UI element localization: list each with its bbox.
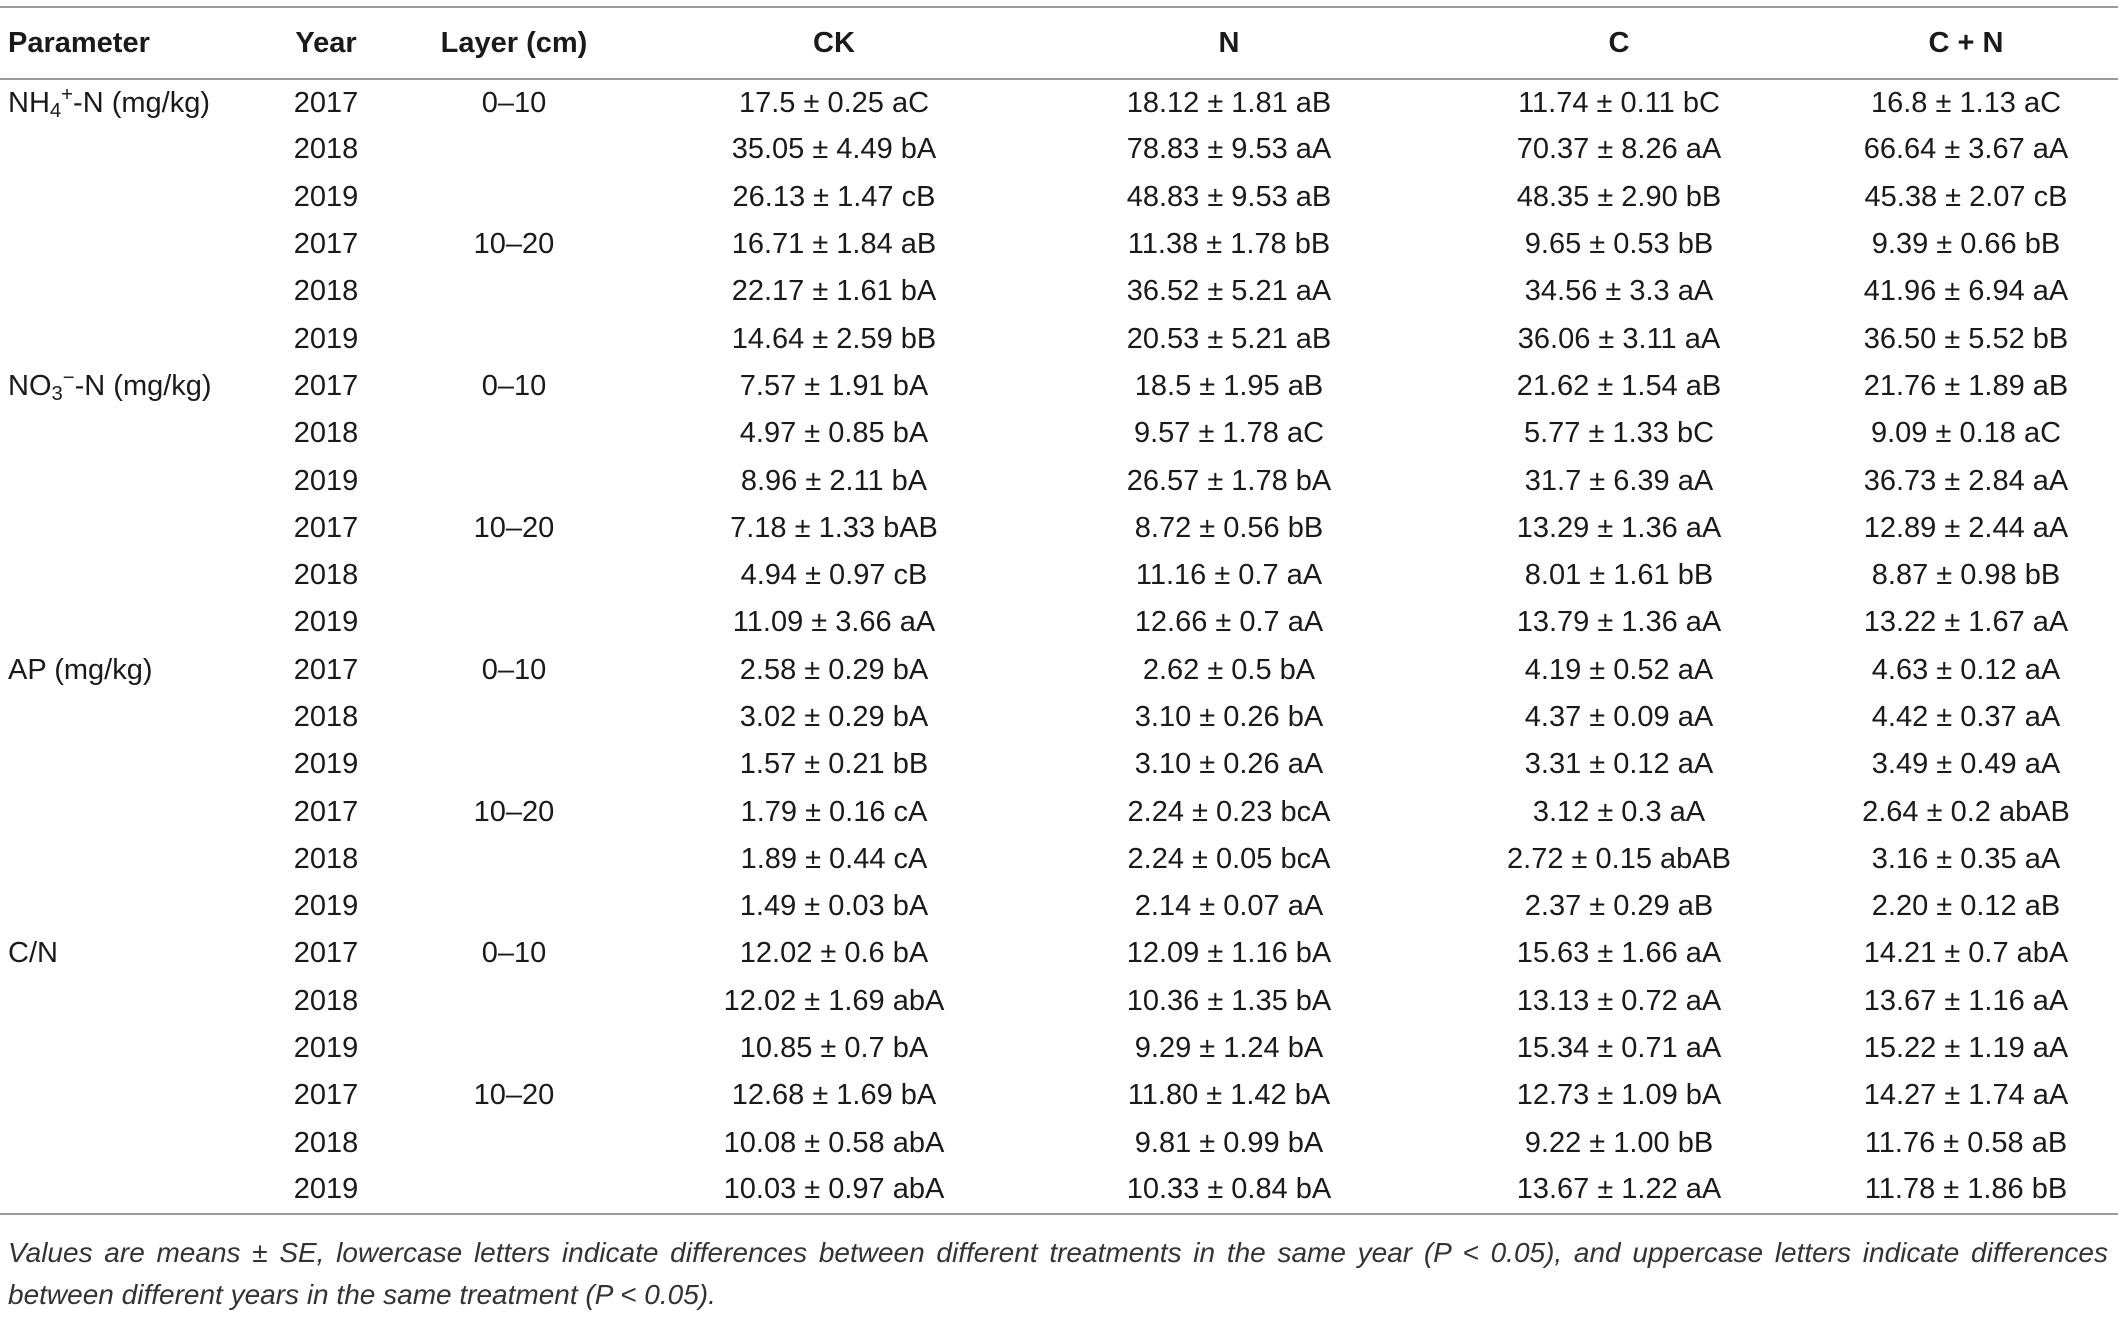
cell-param-empty	[0, 1167, 258, 1214]
cell-n: 2.24 ± 0.23 bcA	[1127, 795, 1331, 828]
cell-layer	[394, 174, 634, 221]
cell-c: 36.06 ± 3.11 aA	[1517, 322, 1721, 355]
cell-n: 78.83 ± 9.53 aA	[1126, 133, 1332, 166]
cell-year: 2018	[293, 984, 359, 1017]
cell-cn: 13.22 ± 1.67 aA	[1863, 606, 2069, 639]
cell-n: 10.33 ± 0.84 bA	[1126, 1173, 1332, 1206]
table-body	[0, 79, 2118, 1214]
cell-layer	[394, 126, 634, 173]
header-c: C	[1608, 26, 1630, 59]
cell-ck: 10.85 ± 0.7 bA	[739, 1032, 929, 1065]
cell-layer: 0–10	[481, 369, 547, 402]
cell-param-empty	[0, 1025, 258, 1072]
header-c-plus-n: C + N	[1928, 26, 2004, 59]
cell-cn: 11.76 ± 0.58 aB	[1864, 1126, 2068, 1159]
table-row	[0, 126, 2118, 173]
cell-n: 36.52 ± 5.21 aA	[1126, 275, 1332, 308]
cell-param-empty	[0, 410, 258, 457]
cell-ck: 26.13 ± 1.47 cB	[732, 180, 936, 213]
cell-year: 2019	[293, 1173, 359, 1206]
cell-c: 13.79 ± 1.36 aA	[1516, 606, 1722, 639]
cell-n: 12.09 ± 1.16 bA	[1126, 937, 1332, 970]
cell-param-empty	[0, 788, 258, 835]
cell-c: 11.74 ± 0.11 bC	[1518, 86, 1720, 119]
cell-c: 15.34 ± 0.71 aA	[1516, 1032, 1722, 1065]
cell-ck: 7.57 ± 1.91 bA	[739, 369, 929, 402]
cell-c: 9.22 ± 1.00 bB	[1524, 1126, 1714, 1159]
cell-c: 12.73 ± 1.09 bA	[1516, 1079, 1722, 1112]
cell-layer	[394, 268, 634, 315]
cell-param-empty	[0, 694, 258, 741]
cell-ck: 14.64 ± 2.59 bB	[731, 322, 937, 355]
cell-year: 2017	[293, 228, 359, 261]
table-row	[0, 363, 2118, 410]
cell-year: 2018	[293, 133, 359, 166]
cell-c: 13.29 ± 1.36 aA	[1516, 511, 1722, 544]
cell-ck: 10.03 ± 0.97 abA	[723, 1173, 945, 1206]
cell-cn: 9.39 ± 0.66 bB	[1871, 228, 2061, 261]
cell-layer	[394, 599, 634, 646]
cell-n: 9.29 ± 1.24 bA	[1134, 1032, 1324, 1065]
cell-year: 2017	[293, 86, 359, 119]
cell-cn: 3.16 ± 0.35 aA	[1871, 842, 2061, 875]
cell-ck: 11.09 ± 3.66 aA	[732, 606, 936, 639]
cell-n: 18.5 ± 1.95 aB	[1134, 369, 1324, 402]
cell-layer	[394, 1025, 634, 1072]
cell-ck: 16.71 ± 1.84 aB	[731, 228, 937, 261]
table-row	[0, 647, 2118, 694]
cell-layer: 0–10	[481, 86, 547, 119]
cell-cn: 36.73 ± 2.84 aA	[1863, 464, 2069, 497]
cell-param-empty	[0, 505, 258, 552]
cell-year: 2018	[293, 559, 359, 592]
table-row	[0, 174, 2118, 221]
table-row	[0, 505, 2118, 552]
cell-n: 18.12 ± 1.81 aB	[1126, 86, 1332, 119]
cell-n: 12.66 ± 0.7 aA	[1134, 606, 1324, 639]
table-header	[0, 7, 2118, 79]
cell-layer	[394, 1167, 634, 1214]
table-row	[0, 457, 2118, 504]
table-row	[0, 315, 2118, 362]
cell-layer: 0–10	[481, 937, 547, 970]
cell-cn: 2.64 ± 0.2 abAB	[1862, 795, 2070, 828]
cell-n: 9.57 ± 1.78 aC	[1133, 417, 1325, 450]
table-row	[0, 410, 2118, 457]
cell-param-empty	[0, 552, 258, 599]
cell-cn: 8.87 ± 0.98 bB	[1871, 559, 2061, 592]
cell-ck: 1.79 ± 0.16 cA	[740, 795, 928, 828]
cell-cn: 41.96 ± 6.94 aA	[1863, 275, 2069, 308]
table-row	[0, 930, 2118, 977]
header-layer: Layer (cm)	[440, 26, 588, 59]
cell-layer: 10–20	[473, 228, 555, 261]
table-row	[0, 268, 2118, 315]
cell-layer	[394, 315, 634, 362]
cell-n: 26.57 ± 1.78 bA	[1126, 464, 1332, 497]
cell-param-empty	[0, 315, 258, 362]
cell-year: 2017	[293, 1079, 359, 1112]
cell-ck: 4.94 ± 0.97 cB	[740, 559, 928, 592]
cell-n: 10.36 ± 1.35 bA	[1126, 984, 1332, 1017]
cell-year: 2019	[293, 748, 359, 781]
cell-c: 31.7 ± 6.39 aA	[1524, 464, 1714, 497]
cell-c: 48.35 ± 2.90 bB	[1516, 180, 1722, 213]
cell-c: 15.63 ± 1.66 aA	[1516, 937, 1722, 970]
cell-c: 21.62 ± 1.54 aB	[1516, 369, 1722, 402]
cell-cn: 2.20 ± 0.12 aB	[1871, 890, 2061, 923]
cell-year: 2019	[293, 322, 359, 355]
cell-year: 2018	[293, 842, 359, 875]
cell-ck: 22.17 ± 1.61 bA	[731, 275, 937, 308]
cell-year: 2019	[293, 464, 359, 497]
header-n: N	[1218, 26, 1240, 59]
cell-c: 13.67 ± 1.22 aA	[1516, 1173, 1722, 1206]
cell-layer: 0–10	[481, 653, 547, 686]
table-row	[0, 978, 2118, 1025]
cell-n: 48.83 ± 9.53 aB	[1126, 180, 1332, 213]
cell-n: 3.10 ± 0.26 bA	[1134, 701, 1324, 733]
cell-ck: 1.57 ± 0.21 bB	[739, 748, 929, 781]
cell-ck: 35.05 ± 4.49 bA	[731, 133, 937, 166]
header-year: Year	[295, 26, 357, 59]
header-row	[0, 7, 2118, 79]
cell-param-empty	[0, 1120, 258, 1167]
cell-year: 2017	[293, 937, 359, 970]
table-row	[0, 883, 2118, 930]
cell-ck: 4.97 ± 0.85 bA	[739, 417, 929, 450]
param-nh4-label: $NH_4^+-N$ (mg/kg)	[8, 83, 210, 122]
cell-ck: 10.08 ± 0.58 abA	[723, 1126, 945, 1159]
cell-year: 2018	[293, 701, 359, 733]
cell-param-empty	[0, 883, 258, 930]
cell-year: 2019	[293, 890, 359, 923]
cell-n: 3.10 ± 0.26 aA	[1134, 748, 1324, 781]
cell-c: 2.37 ± 0.29 aB	[1524, 890, 1714, 923]
table-row	[0, 1167, 2118, 1214]
cell-cn: 4.42 ± 0.37 aA	[1871, 701, 2061, 733]
table-row	[0, 788, 2118, 835]
cell-ck: 12.68 ± 1.69 bA	[731, 1079, 937, 1112]
header-parameter: Parameter	[8, 26, 150, 59]
cell-year: 2019	[293, 180, 359, 213]
table-row	[0, 599, 2118, 646]
cell-year: 2018	[293, 417, 359, 450]
cell-year: 2017	[293, 369, 359, 402]
cell-n: 11.80 ± 1.42 bA	[1127, 1079, 1331, 1112]
cell-ck: 2.58 ± 0.29 bA	[739, 653, 929, 686]
cell-ck: 3.02 ± 0.29 bA	[739, 701, 929, 733]
param-cn-label: C/N	[8, 937, 58, 970]
cell-c: 13.13 ± 0.72 aA	[1516, 984, 1722, 1017]
cell-cn: 11.78 ± 1.86 bB	[1864, 1173, 2068, 1206]
cell-param-empty	[0, 741, 258, 788]
param-no3-label: $NO_3^--N$ (mg/kg)	[8, 366, 212, 406]
cell-cn: 12.89 ± 2.44 aA	[1863, 511, 2069, 544]
cell-layer	[394, 978, 634, 1025]
cell-cn: 4.63 ± 0.12 aA	[1871, 653, 2061, 686]
table-row	[0, 1025, 2118, 1072]
cell-c: 3.12 ± 0.3 aA	[1532, 795, 1706, 828]
cell-layer: 10–20	[473, 1079, 555, 1112]
cell-c: 34.56 ± 3.3 aA	[1524, 275, 1714, 308]
cell-year: 2019	[293, 1032, 359, 1065]
data-table	[0, 6, 2118, 1215]
cell-layer	[394, 836, 634, 883]
cell-cn: 14.21 ± 0.7 abA	[1863, 937, 2069, 970]
cell-n: 11.16 ± 0.7 aA	[1135, 559, 1323, 592]
cell-layer	[394, 410, 634, 457]
cell-year: 2017	[293, 795, 359, 828]
cell-param-empty	[0, 978, 258, 1025]
cell-param-empty	[0, 1072, 258, 1119]
cell-year: 2017	[293, 511, 359, 544]
cell-layer: 10–20	[473, 511, 555, 544]
cell-c: 70.37 ± 8.26 aA	[1516, 133, 1722, 166]
cell-c: 5.77 ± 1.33 bC	[1523, 417, 1715, 450]
cell-year: 2017	[293, 653, 359, 686]
cell-layer	[394, 552, 634, 599]
data-table-container	[0, 6, 2118, 1215]
cell-c: 2.72 ± 0.15 abAB	[1507, 842, 1731, 875]
cell-ck: 12.02 ± 0.6 bA	[739, 937, 929, 970]
header-ck: CK	[813, 26, 855, 59]
cell-cn: 9.09 ± 0.18 aC	[1870, 417, 2062, 450]
cell-layer	[394, 457, 634, 504]
cell-ck: 1.89 ± 0.44 cA	[740, 842, 928, 875]
cell-param-empty	[0, 126, 258, 173]
cell-param-empty	[0, 836, 258, 883]
cell-cn: 66.64 ± 3.67 aA	[1863, 133, 2069, 166]
cell-c: 4.19 ± 0.52 aA	[1524, 653, 1714, 686]
cell-param-empty	[0, 457, 258, 504]
cell-c: 9.65 ± 0.53 bB	[1524, 228, 1714, 261]
table-row	[0, 1120, 2118, 1167]
cell-cn: 3.49 ± 0.49 aA	[1871, 748, 2061, 781]
table-row	[0, 836, 2118, 883]
cell-param-empty	[0, 268, 258, 315]
param-ap-label: AP (mg/kg)	[8, 653, 153, 686]
cell-param-empty	[0, 221, 258, 268]
cell-cn: 16.8 ± 1.13 aC	[1870, 86, 2062, 119]
cell-layer	[394, 694, 634, 741]
cell-n: 2.62 ± 0.5 bA	[1142, 653, 1316, 686]
cell-ck: 8.96 ± 2.11 bA	[740, 464, 928, 497]
cell-n: 11.38 ± 1.78 bB	[1127, 228, 1331, 261]
cell-ck: 1.49 ± 0.03 bA	[739, 890, 929, 923]
cell-n: 8.72 ± 0.56 bB	[1134, 511, 1324, 544]
cell-year: 2019	[293, 606, 359, 639]
cell-param-empty	[0, 174, 258, 221]
cell-ck: 7.18 ± 1.33 bAB	[730, 511, 938, 544]
table-row	[0, 552, 2118, 599]
cell-c: 4.37 ± 0.09 aA	[1524, 701, 1714, 733]
cell-cn: 14.27 ± 1.74 aA	[1863, 1079, 2069, 1112]
cell-param-empty	[0, 599, 258, 646]
cell-n: 20.53 ± 5.21 aB	[1126, 322, 1332, 355]
cell-n: 9.81 ± 0.99 bA	[1134, 1126, 1324, 1159]
cell-year: 2018	[293, 1126, 359, 1159]
table-footnote: Values are means ± SE, lowercase letters indicate differences between different treatments in the same year (P < 0.05), and uppercase letters indicate differences between different years in the same treatment (P < 0.05).	[8, 1237, 2108, 1310]
cell-n: 2.14 ± 0.07 aA	[1134, 890, 1324, 923]
cell-c: 3.31 ± 0.12 aA	[1524, 748, 1714, 781]
cell-n: 2.24 ± 0.05 bcA	[1127, 842, 1331, 875]
cell-c: 8.01 ± 1.61 bB	[1524, 559, 1714, 592]
cell-cn: 36.50 ± 5.52 bB	[1863, 322, 2069, 355]
cell-layer	[394, 741, 634, 788]
cell-layer	[394, 1120, 634, 1167]
cell-cn: 45.38 ± 2.07 cB	[1864, 180, 2068, 213]
cell-ck: 12.02 ± 1.69 abA	[723, 984, 945, 1017]
table-row	[0, 694, 2118, 741]
table-row	[0, 741, 2118, 788]
table-row	[0, 221, 2118, 268]
table-row	[0, 79, 2118, 126]
cell-year: 2018	[293, 275, 359, 308]
table-row	[0, 1072, 2118, 1119]
cell-cn: 13.67 ± 1.16 aA	[1863, 984, 2069, 1017]
cell-layer: 10–20	[473, 795, 555, 828]
cell-cn: 21.76 ± 1.89 aB	[1863, 369, 2069, 402]
cell-layer	[394, 883, 634, 930]
cell-ck: 17.5 ± 0.25 aC	[738, 86, 930, 119]
cell-cn: 15.22 ± 1.19 aA	[1863, 1032, 2069, 1065]
